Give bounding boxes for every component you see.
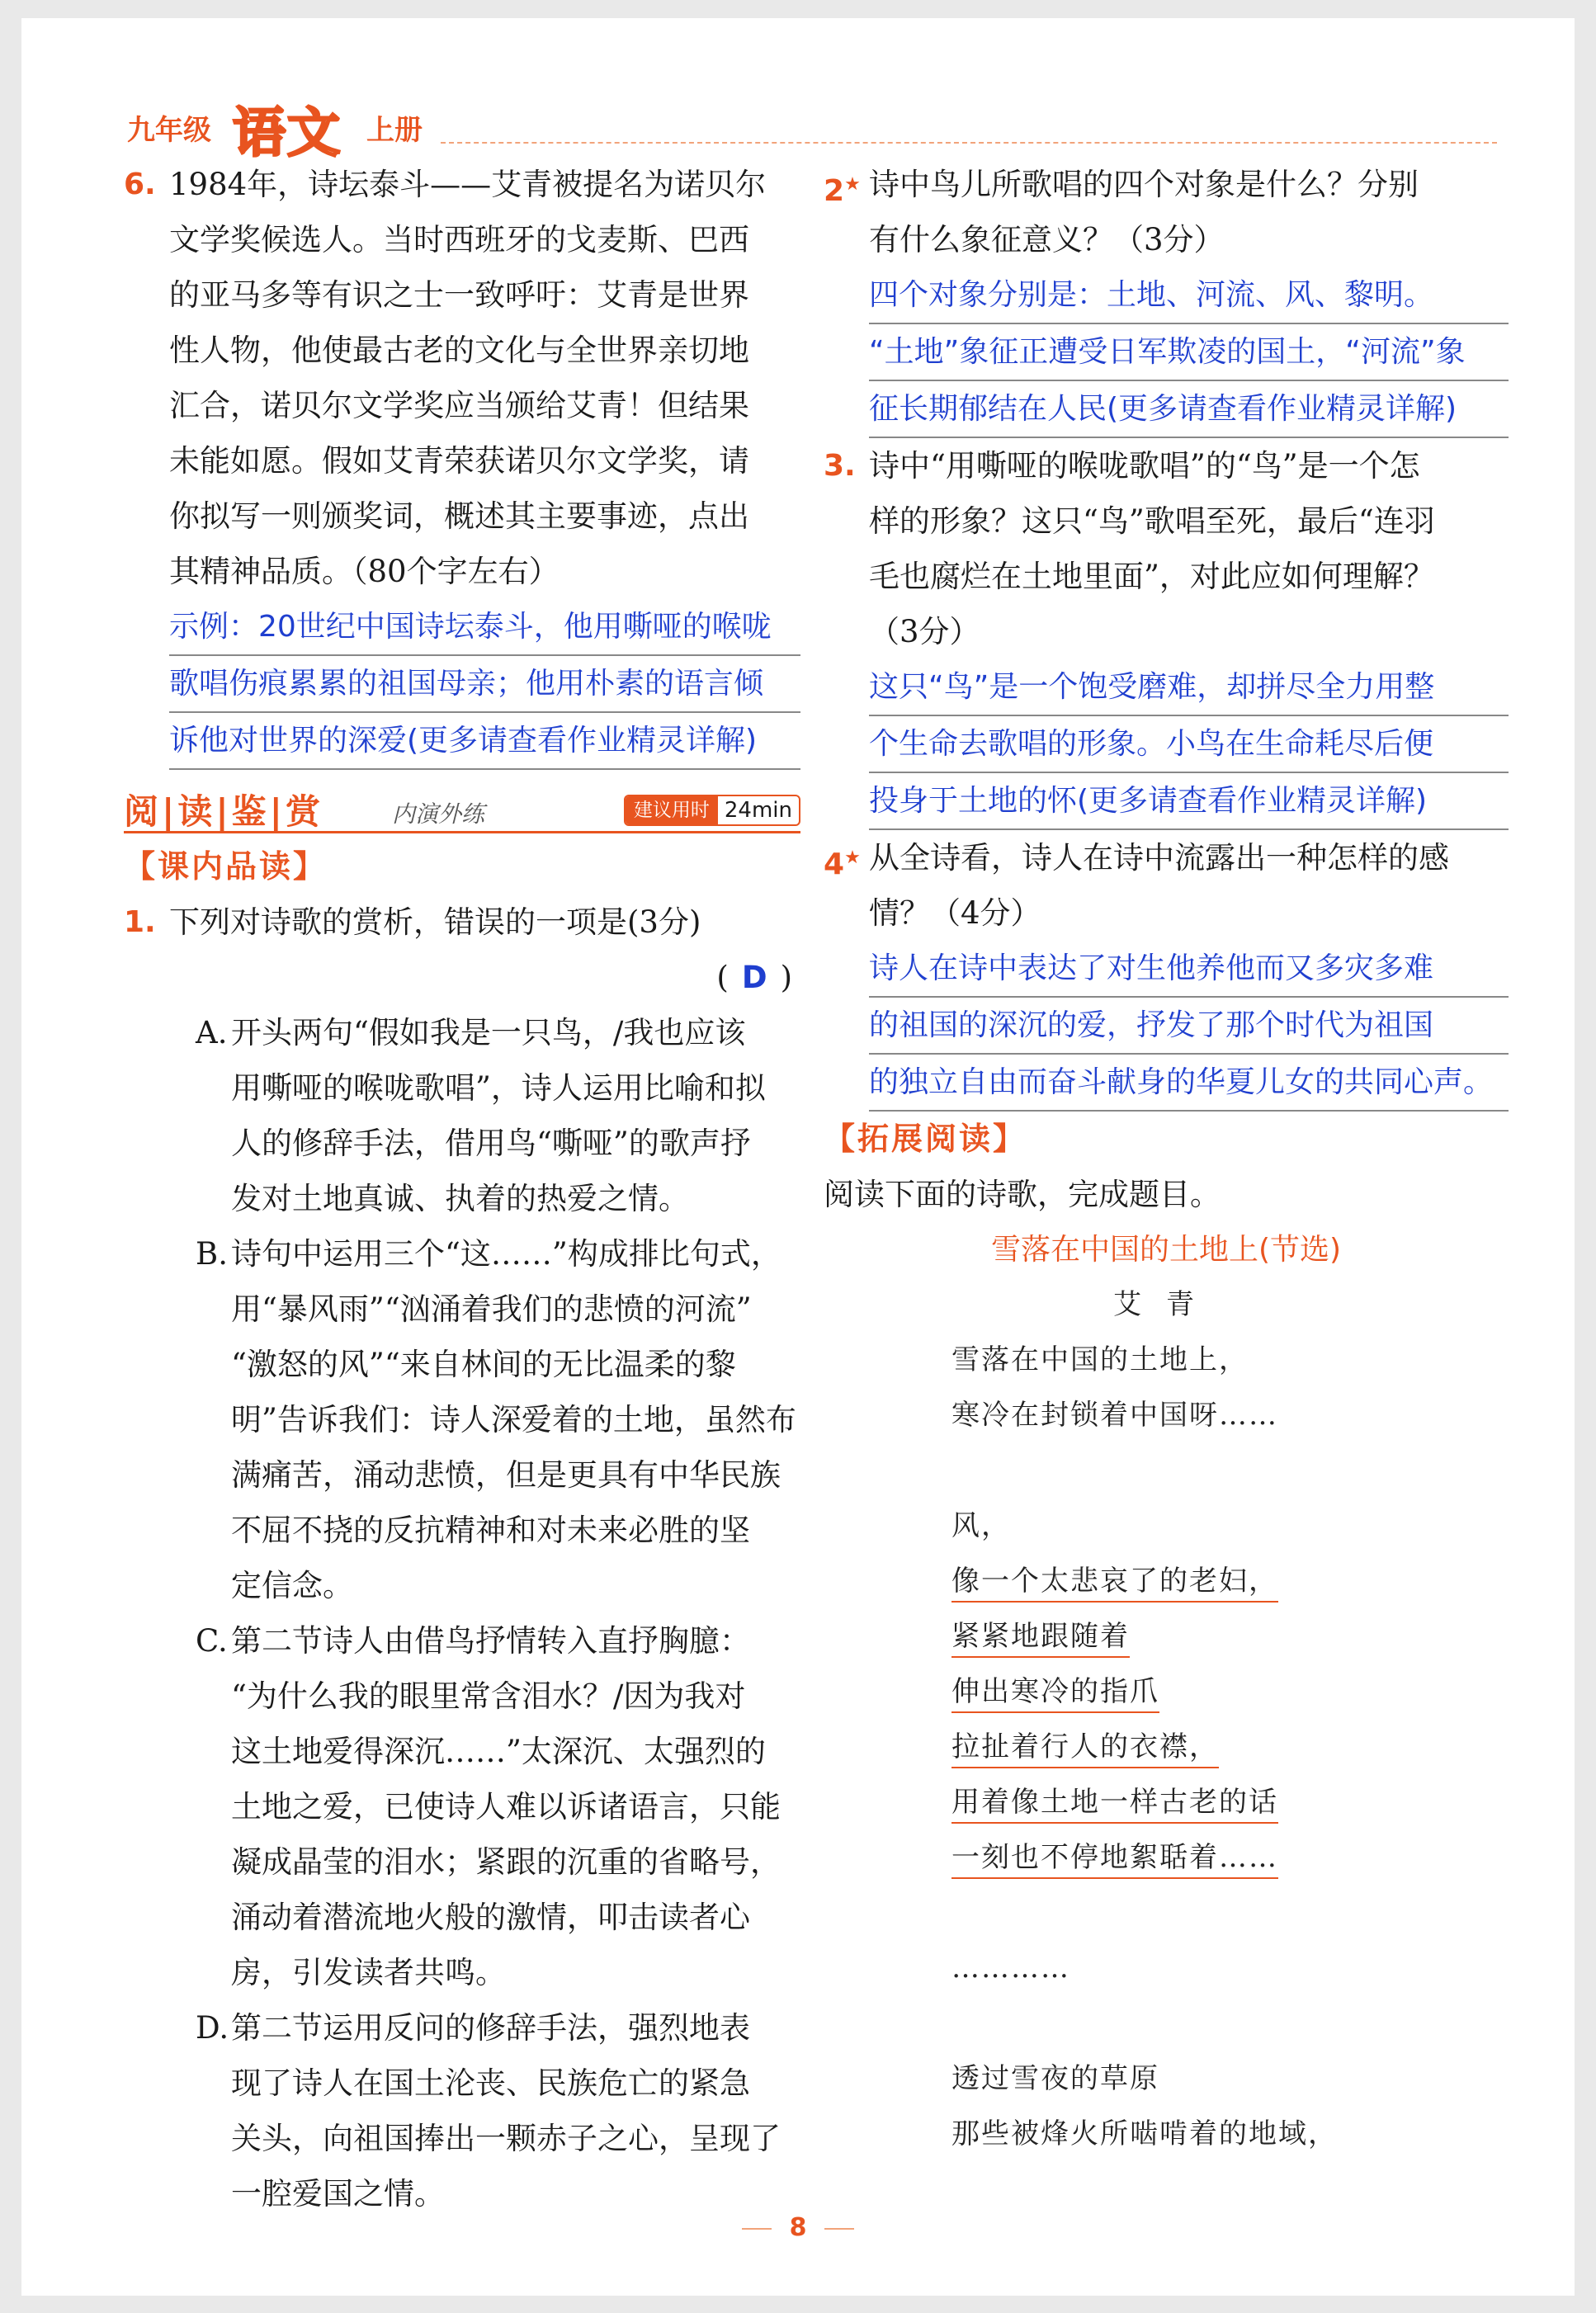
option-line: 涌动着潜流地火般的激情，叩击读者心 <box>231 1900 750 1935</box>
question-6 <box>124 157 800 770</box>
option-label: D. <box>196 2010 229 2046</box>
option-line: “激怒的风”“来自林间的无比温柔的黎 <box>231 1347 736 1382</box>
option-line: 房，引发读者共鸣。 <box>231 1955 506 1990</box>
option-line: 人的修辞手法，借用鸟“嘶哑”的歌声抒 <box>231 1126 751 1161</box>
question-number: 2★ <box>824 174 861 208</box>
option-line: 第二节运用反问的修辞手法，强烈地表 <box>231 2010 750 2046</box>
option-line: 关头，向祖国捧出一颗赤子之心，呈现了 <box>231 2121 781 2156</box>
option-b <box>124 1226 800 1613</box>
suggested-time-label: 建议用时 <box>626 796 718 824</box>
option-label: C. <box>196 1623 228 1659</box>
option-line: 不屈不挠的反抗精神和对未来必胜的坚 <box>231 1513 750 1548</box>
question-2 <box>824 157 1509 438</box>
option-line: “为什么我的眼里常含泪水？/因为我对 <box>231 1678 746 1714</box>
question-line: 有什么象征意义？（3分） <box>869 222 1225 257</box>
extended-intro: 阅读下面的诗歌，完成题目。 <box>824 1177 1221 1212</box>
answer-line: 诉他对世界的深爱(更多请查看作业精灵详解) <box>169 713 800 770</box>
poem-line-underlined: 像一个太悲哀了的老妇， <box>951 1554 1509 1609</box>
suggested-time <box>624 795 800 826</box>
answer-line: “土地”象征正遭受日军欺凌的国土，“河流”象 <box>869 324 1509 381</box>
option-line: 这土地爱得深沉……”太深沉、太强烈的 <box>231 1734 766 1769</box>
option-label: B. <box>196 1236 228 1272</box>
section-title: 阅|读|鉴|赏 <box>124 791 324 832</box>
page-number: 8 <box>0 2213 1596 2242</box>
question-4 <box>824 830 1509 1112</box>
question-line: 你拟写一则颁奖词，概述其主要事迹，点出 <box>169 498 749 534</box>
option-line: 明”告诉我们：诗人深爱着的土地，虽然布 <box>231 1402 796 1437</box>
question-line: 未能如愿。假如艾青荣获诺贝尔文学奖，请 <box>169 443 749 479</box>
poem-line-underlined: 用着像土地一样古老的话 <box>951 1775 1509 1830</box>
extended-tag: 【拓展阅读】 <box>824 1121 1027 1157</box>
question-number: 4★ <box>824 847 861 881</box>
star-icon: ★ <box>844 847 861 868</box>
answer-choice <box>124 950 800 1005</box>
poem-line-underlined: 伸出寒冷的指爪 <box>951 1664 1509 1720</box>
answer-block <box>869 267 1509 438</box>
question-line: 情？（4分） <box>869 895 1041 931</box>
question-1 <box>124 895 800 950</box>
question-line: 样的形象？这只“鸟”歌唱至死，最后“连羽 <box>869 503 1435 539</box>
header-grade: 九年级 <box>127 114 211 147</box>
answer-line: 个生命去歌唱的形象。小鸟在生命耗尽后便 <box>869 716 1509 773</box>
question-number: 1. <box>124 905 156 939</box>
question-line: 汇合，诺贝尔文学奖应当颁给艾青！但结果 <box>169 388 749 423</box>
poem-line: 那些被烽火所啮啃着的地域， <box>951 2117 1338 2150</box>
right-column <box>824 157 1509 2162</box>
section-subtitle: 内演外练 <box>392 800 485 828</box>
poem-line: 雪落在中国的土地上， <box>951 1343 1249 1376</box>
option-d <box>124 2000 800 2221</box>
question-line: 性人物，他使最古老的文化与全世界亲切地 <box>169 333 749 368</box>
poem-line-underlined: 紧紧地跟随着 <box>951 1609 1509 1664</box>
question-stem: 下列对诗歌的赏析，错误的一项是(3分) <box>169 904 701 940</box>
question-line: 的亚马多等有识之士一致呼吁：艾青是世界 <box>169 277 749 313</box>
question-line: 文学奖候选人。当时西班牙的戈麦斯、巴西 <box>169 222 749 257</box>
answer-line: 投身于土地的怀(更多请查看作业精灵详解) <box>869 773 1509 830</box>
question-line: 毛也腐烂在土地里面”，对此应如何理解？ <box>869 559 1434 594</box>
option-line: 定信念。 <box>231 1568 353 1603</box>
option-line: 发对土地真诚、执着的热爱之情。 <box>231 1181 689 1216</box>
answer-line: 的祖国的深沉的爱，抒发了那个时代为祖国 <box>869 998 1509 1055</box>
poem-body <box>824 1333 1509 2162</box>
option-line: 用“暴风雨”“汹涌着我们的悲愤的河流” <box>231 1291 752 1327</box>
option-line: 诗句中运用三个“这……”构成排比句式， <box>231 1236 781 1272</box>
inclass-tag: 【课内品读】 <box>124 848 328 885</box>
question-line: （3分） <box>869 614 980 649</box>
answer-line: 征长期郁结在人民(更多请查看作业精灵详解) <box>869 381 1509 438</box>
question-line: 诗中“用嘶哑的喉咙歌唱”的“鸟”是一个怎 <box>869 448 1420 484</box>
option-label: A. <box>196 1015 228 1050</box>
poem-line: 寒冷在封锁着中国呀…… <box>951 1399 1278 1432</box>
answer-block <box>169 599 800 770</box>
question-3 <box>824 438 1509 830</box>
option-line: 现了诗人在国土沦丧、民族危亡的紧急 <box>231 2065 750 2101</box>
paren-close: ) <box>780 960 792 995</box>
answer-line: 的独立自由而奋斗献身的华夏儿女的共同心声。 <box>869 1055 1509 1112</box>
poem-ellipsis: ………… <box>951 1952 1070 1985</box>
section-header <box>124 783 800 834</box>
poem-line-underlined: 一刻也不停地絮聒着…… <box>951 1830 1509 1886</box>
paren-open: ( <box>716 960 729 995</box>
answer-block <box>869 659 1509 830</box>
header-divider <box>441 142 1497 144</box>
poem-line: 风， <box>951 1509 1011 1542</box>
answer-line: 示例：20世纪中国诗坛泰斗，他用嘶哑的喉咙 <box>169 599 800 656</box>
option-line: 满痛苦，涌动悲愤，但是更具有中华民族 <box>231 1457 781 1493</box>
question-number: 3. <box>824 449 856 483</box>
poem-author: 艾青 <box>1113 1288 1219 1321</box>
question-number: 6. <box>124 168 156 201</box>
suggested-time-value: 24min <box>724 798 792 823</box>
option-line: 用嘶哑的喉咙歌唱”，诗人运用比喻和拟 <box>231 1070 766 1106</box>
answer-block <box>869 941 1509 1112</box>
option-line: 凝成晶莹的泪水；紧跟的沉重的省略号， <box>231 1844 781 1880</box>
star-icon: ★ <box>844 174 861 195</box>
answer-line: 诗人在诗中表达了对生他养他而又多灾多难 <box>869 941 1509 998</box>
option-line: 一腔爱国之情。 <box>231 2176 445 2212</box>
option-c <box>124 1613 800 2000</box>
page-header <box>127 97 1497 164</box>
option-line: 土地之爱，已使诗人难以诉诸语言，只能 <box>231 1789 781 1824</box>
poem-line: 透过雪夜的草原 <box>951 2062 1159 2095</box>
chosen-answer: D <box>741 960 767 995</box>
left-column <box>124 157 800 2221</box>
header-subject: 语文 <box>233 103 342 164</box>
header-book: 上册 <box>366 114 423 147</box>
answer-line: 四个对象分别是：土地、河流、风、黎明。 <box>869 267 1509 324</box>
question-line: 其精神品质。（80个字左右） <box>169 554 560 589</box>
option-line: 第二节诗人由借鸟抒情转入直抒胸臆： <box>231 1623 750 1659</box>
question-line: 诗中鸟儿所歌唱的四个对象是什么？分别 <box>869 167 1419 202</box>
poem-line-underlined: 拉扯着行人的衣襟， <box>951 1720 1509 1775</box>
answer-line: 这只“鸟”是一个饱受磨难，却拼尽全力用整 <box>869 659 1509 716</box>
question-line: 从全诗看，诗人在诗中流露出一种怎样的感 <box>869 840 1449 876</box>
section-divider <box>124 831 800 833</box>
answer-line: 歌唱伤痕累累的祖国母亲；他用朴素的语言倾 <box>169 656 800 713</box>
question-line: 1984年，诗坛泰斗——艾青被提名为诺贝尔 <box>169 167 767 202</box>
poem-title: 雪落在中国的土地上(节选) <box>990 1233 1342 1267</box>
option-line: 开头两句“假如我是一只鸟，/我也应该 <box>231 1015 746 1050</box>
option-a <box>124 1005 800 1226</box>
